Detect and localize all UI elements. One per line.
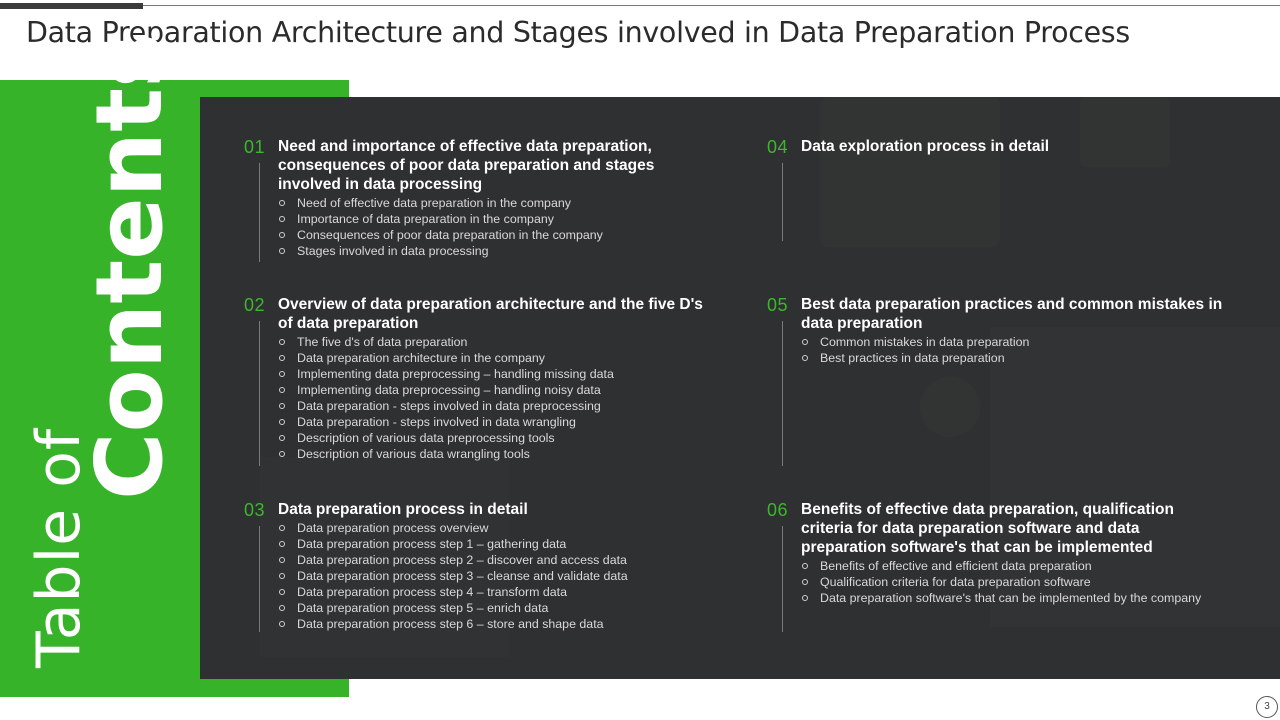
section-divider	[782, 321, 783, 466]
list-item: Data preparation process step 6 – store and shape data	[278, 616, 628, 632]
page-number: 3	[1256, 696, 1278, 718]
list-item: Data preparation - steps involved in data wrangling	[278, 414, 614, 430]
section-items	[801, 334, 1029, 366]
section-title: Benefits of effective data preparation, qualification criteria for data preparation software and data preparation software's that can be implemented	[801, 501, 1174, 557]
bullet-icon	[279, 419, 285, 425]
section-title: Overview of data preparation architecture and the five D's of data preparation	[278, 296, 703, 333]
contents-panel	[200, 97, 1280, 679]
list-item: Common mistakes in data preparation	[801, 334, 1029, 350]
section-04[interactable]	[767, 137, 1257, 247]
bullet-icon	[279, 451, 285, 457]
list-item: Data preparation architecture in the company	[278, 350, 614, 366]
section-items	[801, 558, 1201, 606]
bullet-icon	[279, 232, 285, 238]
bullet-icon	[802, 355, 808, 361]
section-number: 04	[767, 137, 789, 157]
bullet-icon	[279, 541, 285, 547]
bullet-icon	[279, 216, 285, 222]
section-01[interactable]	[244, 137, 734, 262]
list-item: Data preparation - steps involved in data preprocessing	[278, 398, 614, 414]
section-items	[278, 334, 614, 462]
bullet-icon	[279, 525, 285, 531]
list-item: Description of various data preprocessing tools	[278, 430, 614, 446]
section-divider	[782, 163, 783, 241]
section-03[interactable]	[244, 500, 734, 635]
list-item: Implementing data preprocessing – handling noisy data	[278, 382, 614, 398]
bullet-icon	[802, 595, 808, 601]
list-item: Data preparation software's that can be implemented by the company	[801, 590, 1201, 606]
section-05[interactable]	[767, 295, 1257, 470]
bullet-icon	[802, 563, 808, 569]
list-item: Data preparation process overview	[278, 520, 628, 536]
bullet-icon	[279, 355, 285, 361]
bullet-icon	[279, 403, 285, 409]
list-item: Need of effective data preparation in the company	[278, 195, 603, 211]
section-title: Data exploration process in detail	[801, 138, 1050, 155]
list-item: Qualification criteria for data preparation software	[801, 574, 1201, 590]
bullet-icon	[279, 557, 285, 563]
section-title: Need and importance of effective data preparation, consequences of poor data preparation and stages involved in data processing	[278, 138, 655, 194]
bullet-icon	[279, 371, 285, 377]
bullet-icon	[279, 605, 285, 611]
bullet-icon	[279, 339, 285, 345]
list-item: Description of various data wrangling tools	[278, 446, 614, 462]
list-item: Data preparation process step 5 – enrich data	[278, 600, 628, 616]
section-divider	[259, 321, 260, 466]
section-02[interactable]	[244, 295, 734, 470]
section-divider	[782, 526, 783, 632]
bullet-icon	[279, 387, 285, 393]
section-title: Data preparation process in detail	[278, 501, 528, 518]
section-number: 02	[244, 295, 266, 315]
list-item: Consequences of poor data preparation in the company	[278, 227, 603, 243]
list-item: Implementing data preprocessing – handling missing data	[278, 366, 614, 382]
list-item: Importance of data preparation in the company	[278, 211, 603, 227]
section-divider	[259, 526, 260, 632]
top-accent-line	[143, 5, 1280, 6]
section-number: 01	[244, 137, 266, 157]
bullet-icon	[279, 573, 285, 579]
list-item: Data preparation process step 4 – transform data	[278, 584, 628, 600]
section-06[interactable]	[767, 500, 1257, 635]
section-number: 03	[244, 500, 266, 520]
table-of-contents-heading	[14, 33, 183, 688]
bullet-icon	[802, 579, 808, 585]
section-title: Best data preparation practices and common mistakes in data preparation	[801, 296, 1223, 333]
bullet-icon	[279, 200, 285, 206]
heading-line-1: Table of	[24, 427, 94, 668]
list-item: Stages involved in data processing	[278, 243, 603, 259]
list-item: Data preparation process step 3 – cleanse and validate data	[278, 568, 628, 584]
slide-title: Data Preparation Architecture and Stages involved in Data Preparation Process	[26, 16, 1130, 49]
top-accent-bar	[0, 3, 143, 9]
section-number: 06	[767, 500, 789, 520]
list-item: Data preparation process step 1 – gathering data	[278, 536, 628, 552]
section-items	[278, 520, 628, 632]
section-items	[278, 195, 603, 259]
list-item: Best practices in data preparation	[801, 350, 1029, 366]
bullet-icon	[279, 435, 285, 441]
list-item: Benefits of effective and efficient data preparation	[801, 558, 1201, 574]
bullet-icon	[279, 621, 285, 627]
section-number: 05	[767, 295, 789, 315]
bullet-icon	[279, 248, 285, 254]
bullet-icon	[802, 339, 808, 345]
section-divider	[259, 163, 260, 262]
list-item: Data preparation process step 2 – discover and access data	[278, 552, 628, 568]
list-item: The five d's of data preparation	[278, 334, 614, 350]
heading-line-2: Contents	[76, 33, 183, 500]
bullet-icon	[279, 589, 285, 595]
